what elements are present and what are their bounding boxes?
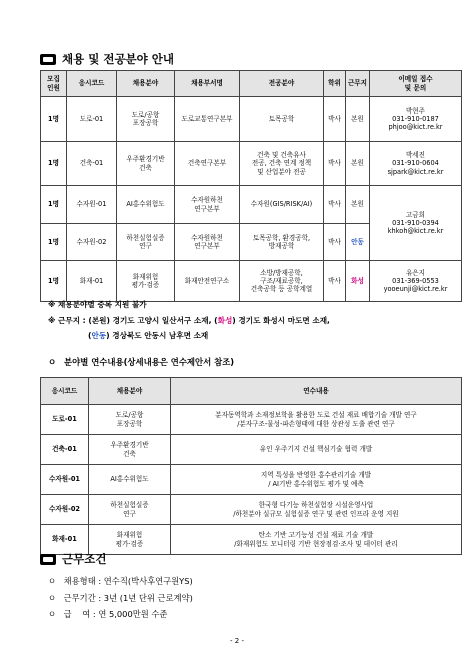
cell-major: 소방/방재공학, 구조/재료공학, 건축공학 등 공학계열 [240, 261, 324, 302]
cell-field: 우주환경기반 건축 [117, 142, 175, 186]
circle-bullet: ㅇ [48, 357, 57, 367]
cell-code: 도로-01 [41, 405, 89, 435]
col-header-content: 연수내용 [171, 378, 462, 405]
cell-field: 우주환경기반 건축 [89, 435, 171, 465]
cell-code: 화재-01 [41, 525, 89, 555]
cell-degree: 박사 [324, 224, 346, 261]
cell-code: 건축-01 [41, 435, 89, 465]
cell-field: 하천실험실증 연구 [89, 495, 171, 525]
note-hwaseong-address: 경기도 화성시 마도면 소재, [238, 316, 330, 325]
col-header-field: 채용분야 [89, 378, 171, 405]
col-header-contact: 이메일 접수 및 문의 [370, 71, 462, 97]
cell-dept: 수자원하천 연구본부 [175, 186, 240, 224]
section-bullet-icon [40, 54, 56, 65]
cell-content: 지역 특성을 반영한 홍수관리기술 개발 / AI기반 홍수위험도 평가 및 예측 [171, 465, 462, 495]
cell-count: 1명 [41, 186, 67, 224]
note-location: ※ 근무지 : (본원) 경기도 고양시 일산서구 소재, (화성) 경기도 화성시 마도면 소재, [48, 316, 330, 325]
recruitment-table [40, 70, 462, 302]
cell-code: 화재-01 [67, 261, 117, 302]
cell-dept: 건축연구본부 [175, 142, 240, 186]
cell-contact: 박세진 031-910-0604 sjpark@kict.re.kr [370, 142, 462, 186]
cell-dept: 화재안전연구소 [175, 261, 240, 302]
cell-location: 화성 [346, 261, 370, 302]
note-no-duplicate: ※ 채용분야별 중복 지원 불가 [48, 300, 147, 309]
circle-bullet: ㅇ [48, 609, 57, 619]
note-andong: 안동 [91, 331, 107, 340]
cell-field: 하천실험실증 연구 [117, 224, 175, 261]
col-header-code: 응시코드 [41, 378, 89, 405]
condition-value: : 3년 (1년 단위 근로계약) [98, 593, 193, 603]
cell-code: 건축-01 [67, 142, 117, 186]
cell-major: 수자원(GIS/RISK/AI) [240, 186, 324, 224]
cell-location: 안동 [346, 224, 370, 261]
cell-major: 토목공학 [240, 97, 324, 142]
cell-location: 본원 [346, 142, 370, 186]
table-row [41, 435, 462, 465]
cell-count: 1명 [41, 224, 67, 261]
cell-location: 본원 [346, 186, 370, 224]
condition-employment-type [48, 575, 193, 587]
table-row [41, 142, 462, 186]
table-row [41, 495, 462, 525]
cell-content: 한국형 다기능 하천실험장 시설운영사업 /하천분야 실규모 실험실증 연구 및 관련 인프라 운영 지원 [171, 495, 462, 525]
cell-major: 건축 및 건축유사 전공, 건축 연계 정책 및 산업분야 전공 [240, 142, 324, 186]
table-row [41, 186, 462, 224]
cell-content: 분자동역학과 소재정보학을 활용한 도로 건설 재료 배합기술 개발 연구 /분자구조-물성-파손형태에 대한 상관성 도출 관련 연구 [171, 405, 462, 435]
table-row [41, 97, 462, 142]
table-row [41, 465, 462, 495]
cell-location: 본원 [346, 97, 370, 142]
cell-major: 토목공학, 환경공학, 방재공학 [240, 224, 324, 261]
cell-count: 1명 [41, 142, 67, 186]
note-hwaseong: 화성 [217, 316, 233, 325]
cell-contact: 박현주 031-910-0187 phjoo@kict.re.kr [370, 97, 462, 142]
cell-code: 수자원-01 [67, 186, 117, 224]
note-andong-address: 경상북도 안동시 남후면 소재 [112, 331, 209, 340]
table-row [41, 261, 462, 302]
cell-code: 수자원-01 [41, 465, 89, 495]
cell-field: 도로/공항 포장공학 [117, 97, 175, 142]
col-header-code: 응시코드 [67, 71, 117, 97]
cell-dept: 수자원하천 연구본부 [175, 224, 240, 261]
training-content-table [40, 377, 462, 555]
col-header-degree: 학위 [324, 71, 346, 97]
section-title-recruitment [40, 51, 174, 67]
condition-work-period [48, 592, 193, 604]
cell-code: 수자원-02 [41, 495, 89, 525]
table-row [41, 525, 462, 555]
col-header-location: 근무지 [346, 71, 370, 97]
training-content-title [48, 356, 234, 368]
cell-content: 탄소 기반 고기능성 건설 재료 기술 개발 /화재위험도 모니터링 기반 현장점검·조사 및 데이터 관리 [171, 525, 462, 555]
note-location-andong: (안동) 경상북도 안동시 남후면 소재 [88, 331, 209, 340]
cell-field: 화재위험 평가·검증 [89, 525, 171, 555]
col-header-field: 채용분야 [117, 71, 175, 97]
col-header-major: 전공분야 [240, 71, 324, 97]
section-bullet-icon [40, 554, 56, 565]
condition-value: : 연수직(박사후연구원YS) [98, 576, 193, 586]
cell-field: AI홍수위험도 [89, 465, 171, 495]
cell-code: 수자원-02 [67, 224, 117, 261]
cell-count: 1명 [41, 261, 67, 302]
cell-degree: 박사 [324, 186, 346, 224]
cell-code: 도로-01 [67, 97, 117, 142]
page-number: - 2 - [230, 637, 244, 645]
table-row [41, 405, 462, 435]
circle-bullet: ㅇ [48, 593, 57, 603]
cell-dept: 도로교통연구본부 [175, 97, 240, 142]
col-header-dept: 채용부서명 [175, 71, 240, 97]
cell-field: 도로/공항 포장공학 [89, 405, 171, 435]
cell-contact: 유은지 031-369-0553 yooeunji@kict.re.kr [370, 261, 462, 302]
cell-degree: 박사 [324, 142, 346, 186]
section-title-conditions [40, 551, 106, 567]
cell-contact: 고금희 031-910-0394 khkoh@kict.re.kr [370, 186, 462, 261]
condition-label: 채용형태 [63, 576, 96, 586]
condition-value: : 연 5,000만원 수준 [92, 609, 168, 619]
section-title-text: 채용 및 전공분야 안내 [62, 52, 174, 66]
col-header-count: 모집 인원 [41, 71, 67, 97]
cell-degree: 박사 [324, 261, 346, 302]
cell-count: 1명 [41, 97, 67, 142]
cell-degree: 박사 [324, 97, 346, 142]
circle-bullet: ㅇ [48, 576, 57, 586]
condition-label: 급 여 [63, 609, 91, 619]
note-location-prefix: ※ 근무지 : (본원) 경기도 고양시 일산서구 소재, [48, 316, 212, 325]
section-title-text: 근무조건 [62, 552, 107, 566]
cell-field: 화재위험 평가·검증 [117, 261, 175, 302]
condition-label: 근무기간 [63, 593, 96, 603]
cell-field: AI홍수위험도 [117, 186, 175, 224]
training-content-title-text: 분야별 연수내용(상세내용은 연수제안서 참조) [64, 357, 235, 367]
cell-content: 유인 우주기지 건설 핵심기술 협력 개발 [171, 435, 462, 465]
condition-salary [48, 608, 167, 620]
